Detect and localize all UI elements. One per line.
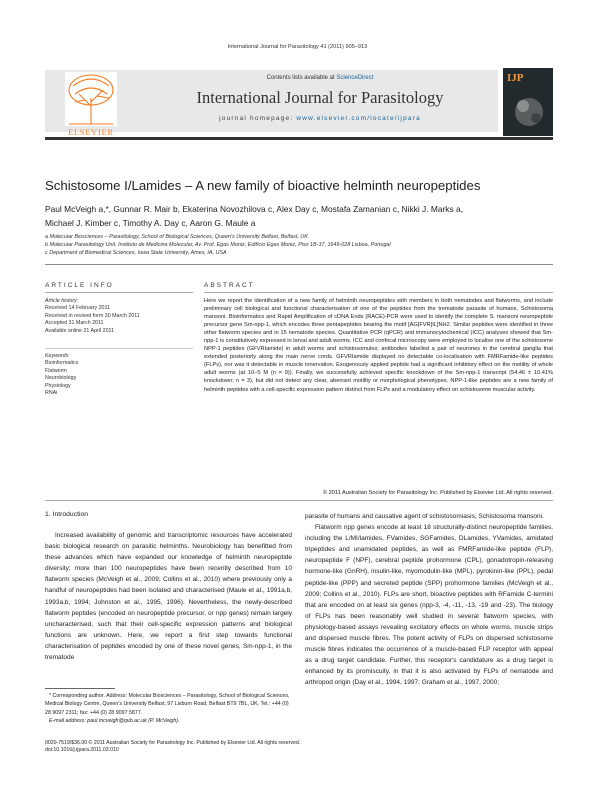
homepage-link[interactable]: www.elsevier.com/locate/ijpara	[296, 115, 421, 122]
journal-title: International Journal for Parasitology	[196, 88, 444, 107]
affiliation-c: c Department of Biomedical Sciences, Iowa State University, Ames, IA, USA	[45, 249, 227, 256]
affiliation-b: b Molecular Parasitology Unit, Instituto de Medicina Molecular, Av. Prof. Egas Moniz, Edifício Egas Moniz, Piso 1B-37, 1649-028 Lisboa, Portugal	[45, 241, 391, 248]
keywords-label: Keywords:	[45, 353, 70, 359]
history-label: Article history:	[45, 298, 79, 304]
abstract-rule	[204, 292, 553, 293]
header-divider	[45, 137, 553, 140]
doi-link[interactable]: doi:10.1016/j.ijpara.2011.03.010	[45, 747, 119, 754]
issn-doi-block	[45, 740, 465, 754]
issn-line: 0020-7519/$36.00 © 2011 Australian Society for Parasitology Inc. Published by Elsevier Ltd. All rights reserved.	[45, 740, 301, 746]
availability-line	[140, 75, 500, 81]
footnote-email: E-mail address: paul.mcveigh@qub.ac.uk (P. McVeigh).	[49, 717, 180, 724]
keyword-item: Neurobiology	[45, 375, 77, 382]
authors-line-2: Michael J. Kimber c, Timothy A. Day c, Aaron G. Maule a	[45, 218, 256, 228]
availability-prefix: Contents lists available at	[266, 75, 335, 81]
running-head: International Journal for Parasitology 41 (2011) 905–913	[227, 44, 368, 50]
history-online: Available online 21 April 2011	[45, 327, 115, 334]
keyword-item: Flatworm	[45, 367, 67, 374]
body-divider	[45, 500, 553, 501]
affiliations	[45, 234, 553, 258]
abstract-heading: ABSTRACT	[204, 282, 255, 289]
history-revised: Received in revised form 30 March 2011	[45, 312, 140, 319]
sciencedirect-link[interactable]: ScienceDirect	[336, 75, 374, 81]
footnote-rule	[45, 688, 115, 689]
intro-col2-paragraph: Flatworm npp genes encode at least 18 structurally-distinct neuropeptide families, including the L/MI/lamides, FVamides, SGFamides, DLamides, YVamides, amidated tripeptides and unamidated peptides, as well as FMRFamide-like peptide (FLP), neuropeptide F (NPF), cerebral peptide prohormone (CPL), gonadotropin-releasing hormone-like (GnRH), insulin-like, myomodulin-like (MPL), pyrokinin-like (PPL), pedal peptide-like (PPP) and secreted peptide (SPP) prohormone families (McVeigh et al., 2009; Collins et al., 2010). FLPs are short, bioactive peptides with RFamide C-termini that are encoded on at least six genes (npp-3, -4, -11, -13, -19 and -23). The biology of FLPs has been reasonably well studied in several flatworm species, with physiology-based assays revealing excitatory effects on whole worms, muscle strips and dispersed muscle fibres. The potent activity of FLPs on dispersed schistosome muscle fibres indicates the occurrence of a muscle-based FLP receptor with appeal as a drug target candidate. Further, this receptor's candidature as a drug target is enhanced by its promiscuity, in that it is also activated by FLPs of nematode and arthropod origin (Day et al., 1994, 1997; Graham et al., 1997, 2000;	[305, 524, 553, 687]
history-received: Received 14 February 2011	[45, 305, 110, 312]
keywords-rule	[45, 348, 193, 349]
section-divider	[45, 264, 553, 265]
introduction-heading: 1. Introduction	[45, 511, 89, 518]
introduction-column-2	[305, 511, 553, 689]
keywords	[45, 353, 193, 397]
footnote-address: * Corresponding author. Address: Molecular Biosciences – Parasitology, School of Biological Sciences, Medical Biology Centre, Queen's University Belfast, 97 Lisburn Road, Belfast BT9 7BL, UK. Tel.: +44 (0) 28 9097 2311; fax: +44 (0) 28 9097 5877.	[45, 693, 290, 716]
article-info-rule	[45, 292, 193, 293]
copyright-line: © 2011 Australian Society for Parasitology Inc. Published by Elsevier Ltd. All rights reserved.	[322, 490, 553, 496]
journal-homepage	[140, 115, 500, 122]
cover-title: IJP	[507, 72, 524, 84]
keyword-item: Bioinformatics	[45, 360, 79, 367]
introduction-column-1: Increased availability of genomic and transcriptomic resources have accelerated basic biological research on parasitic helminths. Neurobiology has benefitted from these advances which have expanded our knowledge of helminth neuropeptide diversity; more than 100 neuropeptides have been recently described from 10 flatworm species (McVeigh et al., 2009; Collins et al., 2010) where previously only a handful of neuropeptides had been isolated and characterised (Maule et al., 1991a,b, 1993a,b, 1994; Johnston et al., 1995, 1996). Nevertheless, the newly-described flatworm peptides (encoded on neuropeptide precursor, or npp genes) remain largely uncharacterised, such that their cell-specific expression patterns and biological functions are unknown. Here, we report a first step towards functional characterisation of peptides encoded by one of these novel genes, Sm-npp-1, in the trematode	[45, 532, 292, 662]
keyword-item: RNAi	[45, 390, 58, 397]
elsevier-tree-icon	[45, 68, 137, 136]
article-info-heading: ARTICLE INFO	[45, 282, 114, 289]
authors-line-1: Paul McVeigh a,*, Gunnar R. Mair b, Ekaterina Novozhilova c, Alex Day c, Mostafa Zamanian c, Nikki J. Marks a,	[45, 204, 463, 214]
affiliation-a: a Molecular Biosciences – Parasitology, School of Biological Sciences, Queen's University Belfast, Belfast, UK	[45, 234, 308, 240]
article-history	[45, 298, 193, 335]
author-list	[45, 202, 557, 230]
abstract-body	[204, 297, 553, 394]
elsevier-wordmark: ELSEVIER	[68, 128, 114, 137]
corresponding-author-footnote	[45, 692, 292, 725]
homepage-prefix: journal homepage:	[219, 115, 294, 122]
abstract-text: Here we report the identification of a new family of helminth neuropeptides with members in both nematodes and flatworms, and include preliminary cell biological and functional characterisation of one of the peptides from the trematode parasite of humans, Schistosoma mansoni. Bioinformatics and Rapid Amplification of cDNA Ends (RACE)-PCR were used to identify the complete S. mansoni neuropeptide precursor gene Sm-npp-1, which encodes three pentapeptides bearing the motif [AG]FVR[IL]NH2. Similar peptides were identified in three other flatworm species and in 15 nematode species. Quantitative PCR (qPCR) and immunocytochemical (ICC) analyses showed that Sm-npp-1 is constitutively expressed in larval and adult worms. ICC and confocal microscopy were employed to localise one of the schistosome NPP-1 peptides (GFVRIamide) in adult worms and schistosomules; antibodies labelled a pair of neurones in the cerebral ganglia that extended posteriorly along the main nerve cords. GFVRIamide displayed no detectable co-localisation with FMRFamide-like peptides (FLPs), nor was it detectable in muscle innervation. Exogenously applied peptide had a significant inhibitory effect on the motility of whole adult worms (at 10−5 M (n = 9)). Finally, we successfully achieved specific knockdown of the Sm-npp-1 transcript (54.46 ± 10.41% knockdown; n = 3), but did not detect any clear, aberrant motility or morphological phenotypes. NPP-1-like peptides are a new family of helminth peptides with a cell-specific expression pattern distinct from FLPs and a modulatory effect on schistosome muscular activity.	[204, 298, 553, 393]
keyword-item: Physiology	[45, 382, 71, 389]
article-title: Schistosome I/Lamides – A new family of bioactive helminth neuropeptides	[45, 178, 481, 193]
history-accepted: Accepted 31 March 2011	[45, 320, 104, 327]
intro-col2-continuation: parasite of humans and causative agent of schistosomiasis, Schistosoma mansoni.	[305, 513, 544, 520]
